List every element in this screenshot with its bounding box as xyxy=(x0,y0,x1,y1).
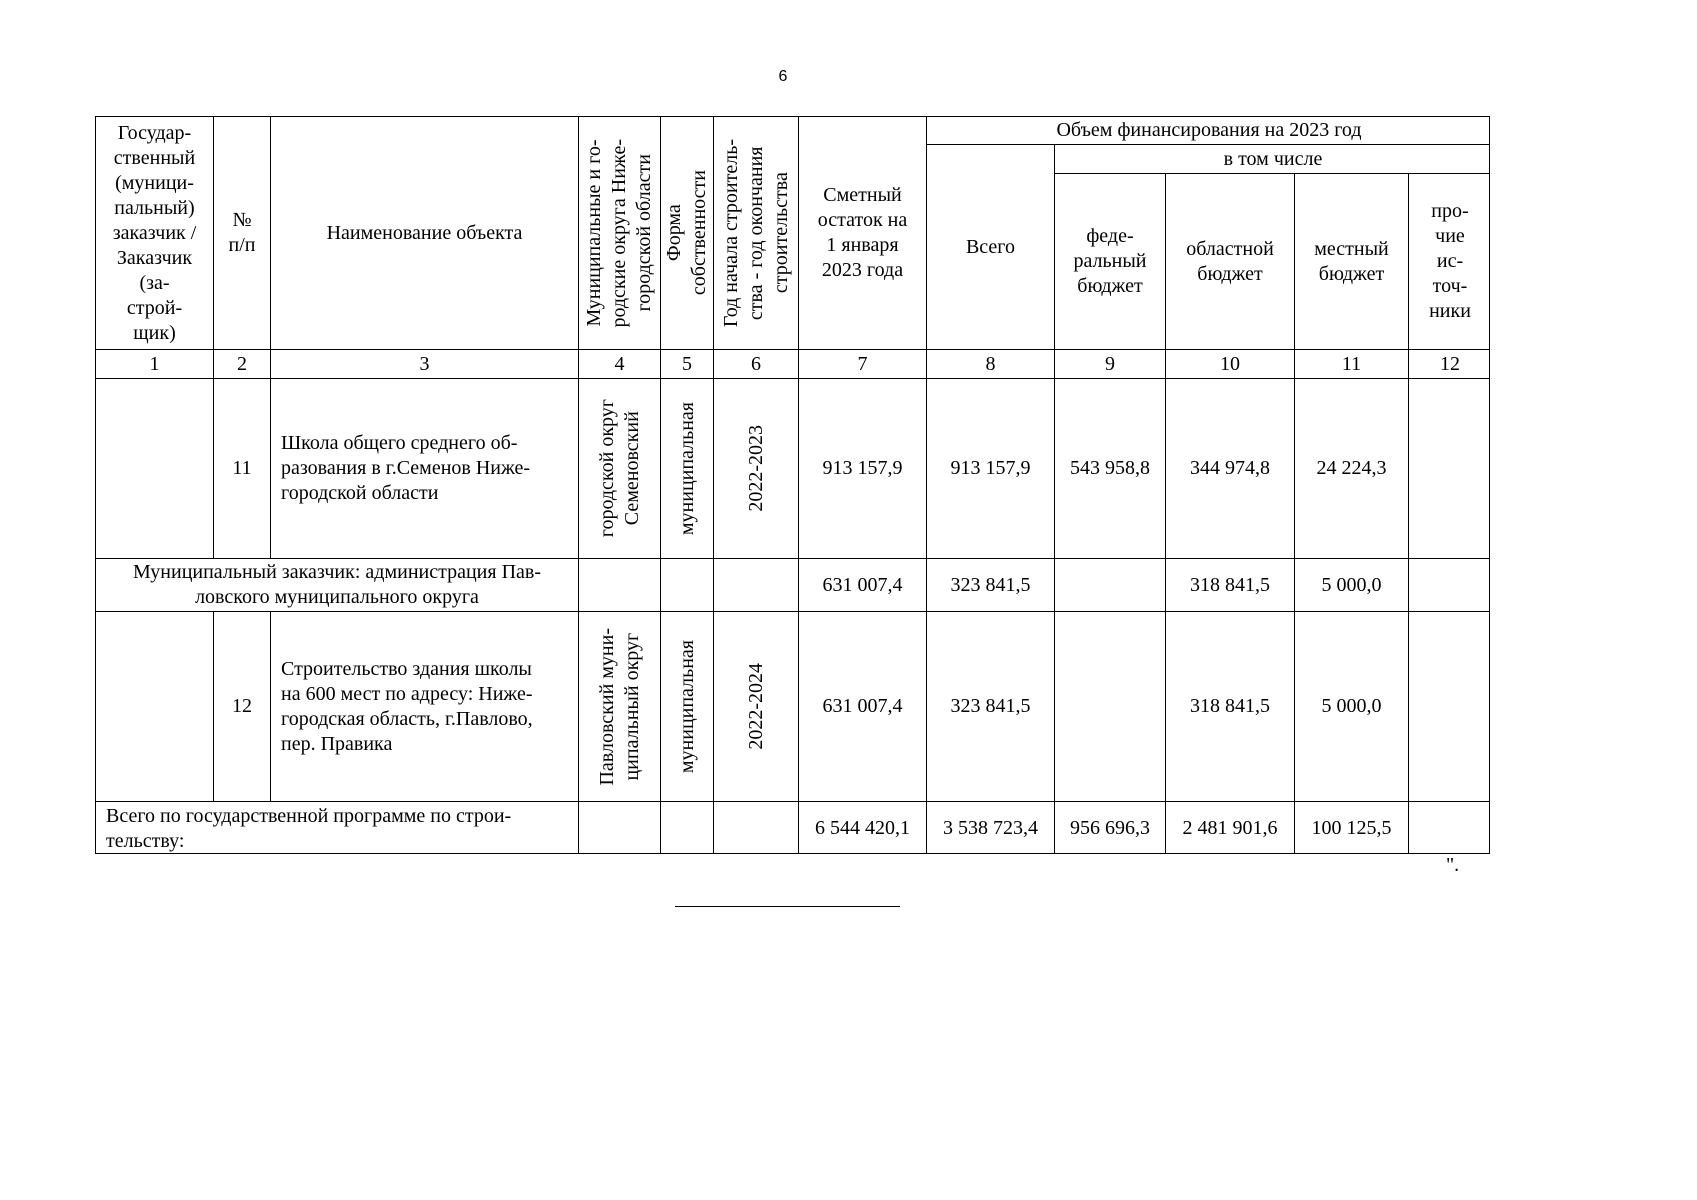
table-cell-years xyxy=(714,559,799,612)
table-cell-customer xyxy=(96,379,214,559)
table-cell-total-label: Всего по государственной программе по строи- тельству: xyxy=(96,802,579,854)
table-cell-ownership xyxy=(661,559,714,612)
header-municipality: Муниципальные и го- родские округа Ниже- городской области xyxy=(579,117,661,350)
table-cell-total: 323 841,5 xyxy=(927,612,1055,802)
table-cell-municipality xyxy=(579,559,661,612)
column-number: 8 xyxy=(927,350,1055,379)
table-cell-regional: 2 481 901,6 xyxy=(1166,802,1295,854)
header-years: Год начала строитель- ства - год окончания строительства xyxy=(714,117,799,350)
column-number: 1 xyxy=(96,350,214,379)
table-cell-total: 323 841,5 xyxy=(927,559,1055,612)
table-cell-total: 3 538 723,4 xyxy=(927,802,1055,854)
header-including: в том числе xyxy=(1055,145,1490,174)
closing-quote-mark: ". xyxy=(1446,854,1460,876)
header-federal: феде- ральный бюджет xyxy=(1055,174,1166,350)
table-cell-regional: 318 841,5 xyxy=(1166,559,1295,612)
header-object-name: Наименование объекта xyxy=(271,117,579,350)
table-cell-estimate: 913 157,9 xyxy=(799,379,927,559)
table-cell-years: 2022-2023 xyxy=(714,379,799,559)
table-cell-no: 11 xyxy=(214,379,271,559)
table-cell-years: 2022-2024 xyxy=(714,612,799,802)
table-cell-total: 913 157,9 xyxy=(927,379,1055,559)
financing-table xyxy=(95,116,1490,854)
table-cell-federal: 543 958,8 xyxy=(1055,379,1166,559)
table-cell-local: 5 000,0 xyxy=(1295,559,1409,612)
table-cell-municipality: Павловский муни- ципальный округ xyxy=(579,612,661,802)
table-cell-ownership: муниципальная xyxy=(661,612,714,802)
table-cell-other xyxy=(1409,612,1490,802)
separator-line xyxy=(675,906,900,907)
table-cell-customer xyxy=(96,612,214,802)
table-cell-municipality xyxy=(579,802,661,854)
header-ownership: Форма собственности xyxy=(661,117,714,350)
table-cell-estimate: 6 544 420,1 xyxy=(799,802,927,854)
table-cell-municipality: городской округ Семеновский xyxy=(579,379,661,559)
table-cell-local: 100 125,5 xyxy=(1295,802,1409,854)
header-local: местный бюджет xyxy=(1295,174,1409,350)
column-number: 6 xyxy=(714,350,799,379)
header-no: № п/п xyxy=(214,117,271,350)
column-number: 12 xyxy=(1409,350,1490,379)
page-number: 6 xyxy=(778,68,788,85)
table-cell-years xyxy=(714,802,799,854)
table-cell-regional: 344 974,8 xyxy=(1166,379,1295,559)
table-cell-estimate: 631 007,4 xyxy=(799,559,927,612)
header-total: Всего xyxy=(927,145,1055,350)
table-cell-other xyxy=(1409,379,1490,559)
header-regional: областной бюджет xyxy=(1166,174,1295,350)
header-estimate: Сметный остаток на 1 января 2023 года xyxy=(799,117,927,350)
table-cell-other xyxy=(1409,559,1490,612)
column-number: 10 xyxy=(1166,350,1295,379)
column-number: 2 xyxy=(214,350,271,379)
table-cell-local: 24 224,3 xyxy=(1295,379,1409,559)
header-other: про- чие ис- точ- ники xyxy=(1409,174,1490,350)
column-number: 4 xyxy=(579,350,661,379)
table-cell-object-name: Строительство здания школы на 600 мест по адресу: Ниже- городская область, г.Павлово, пер. Правика xyxy=(271,612,579,802)
column-number: 11 xyxy=(1295,350,1409,379)
header-funding-group: Объем финансирования на 2023 год xyxy=(927,117,1490,145)
table-cell-local: 5 000,0 xyxy=(1295,612,1409,802)
table-cell-customer-group: Муниципальный заказчик: администрация Пав- ловского муниципального округа xyxy=(96,559,579,612)
table-cell-no: 12 xyxy=(214,612,271,802)
table-cell-ownership: муниципальная xyxy=(661,379,714,559)
table-cell-estimate: 631 007,4 xyxy=(799,612,927,802)
column-number: 9 xyxy=(1055,350,1166,379)
table-cell-federal: 956 696,3 xyxy=(1055,802,1166,854)
table-cell-object-name: Школа общего среднего об- разования в г.Семенов Ниже- городской области xyxy=(271,379,579,559)
column-number: 3 xyxy=(271,350,579,379)
table-cell-ownership xyxy=(661,802,714,854)
table-cell-federal xyxy=(1055,559,1166,612)
header-customer: Государ- ственный (муници- пальный) заказчик / Заказчик (за- строй- щик) xyxy=(96,117,214,350)
table-cell-federal xyxy=(1055,612,1166,802)
table-cell-regional: 318 841,5 xyxy=(1166,612,1295,802)
column-number: 5 xyxy=(661,350,714,379)
column-number: 7 xyxy=(799,350,927,379)
table-cell-other xyxy=(1409,802,1490,854)
